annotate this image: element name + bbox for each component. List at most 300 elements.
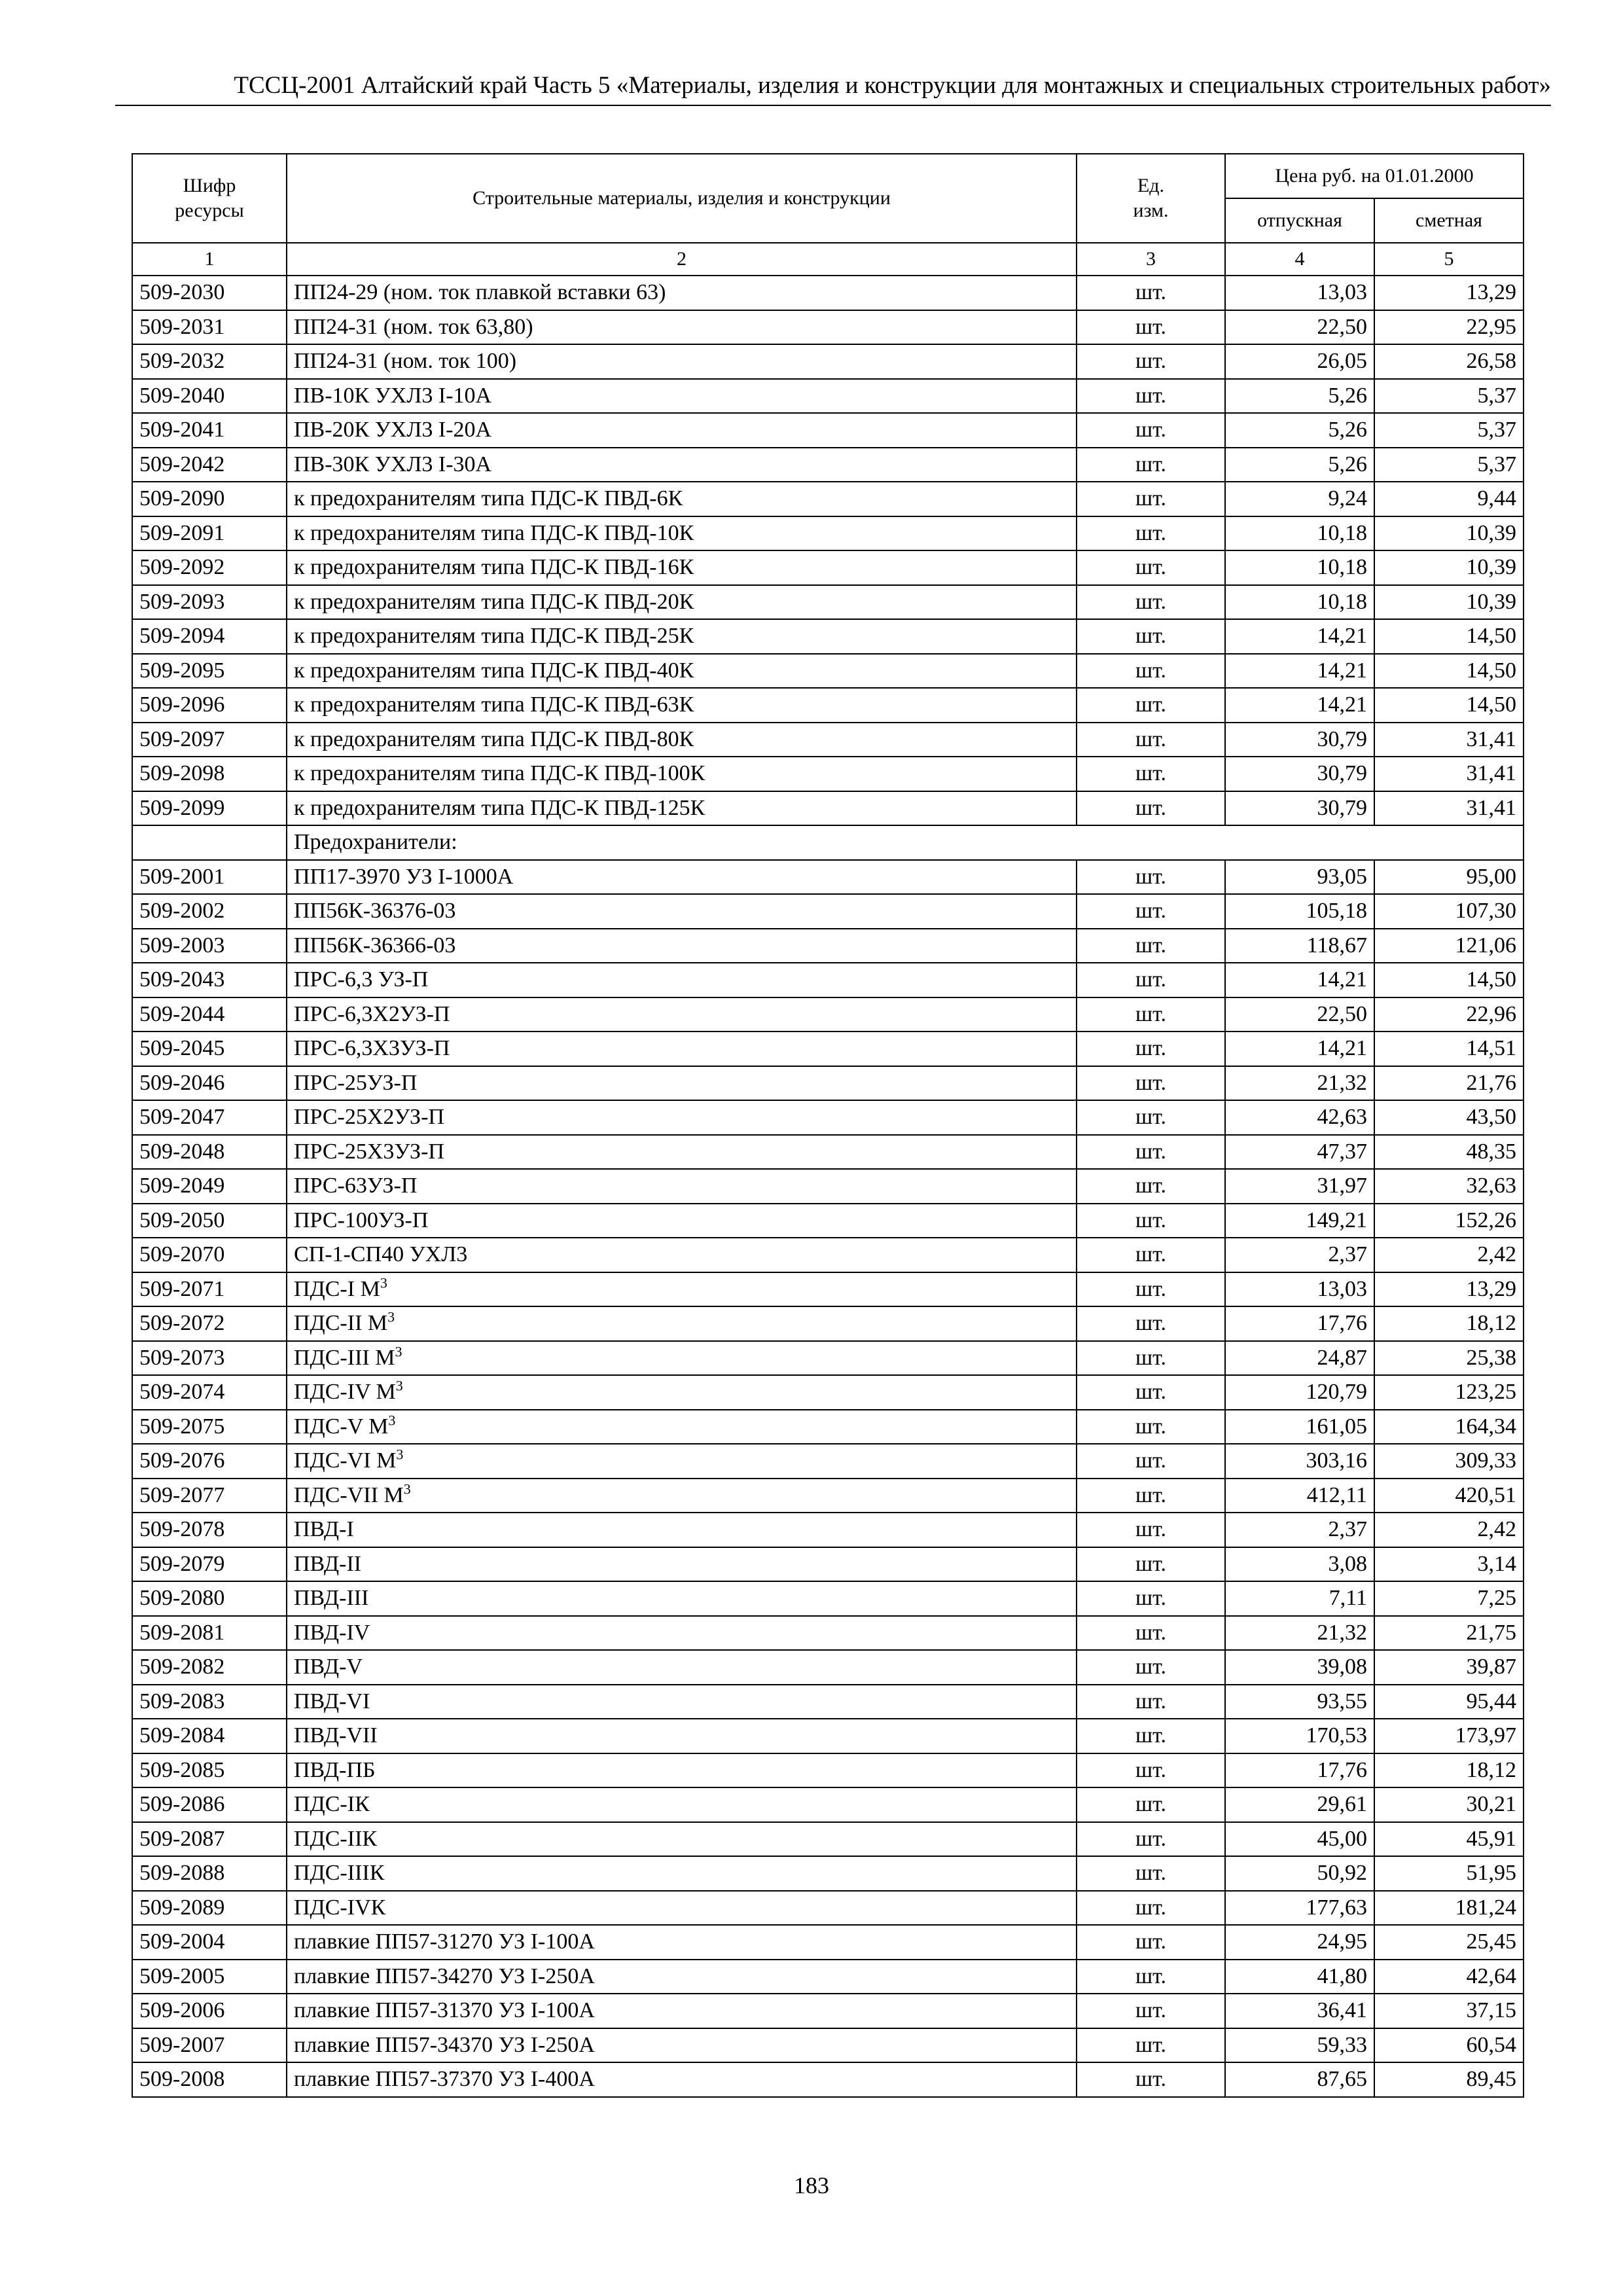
material-name: ПРС-63УЗ-П <box>287 1169 1077 1204</box>
unit-of-measure: шт. <box>1077 2028 1225 2063</box>
table-row <box>132 482 1524 516</box>
material-name: ПДС-IVК <box>287 1891 1077 1926</box>
estimate-price: 89,45 <box>1374 2062 1524 2097</box>
unit-of-measure: шт. <box>1077 1513 1225 1547</box>
estimate-price: 13,29 <box>1374 1272 1524 1307</box>
resource-code: 509-2001 <box>132 860 287 895</box>
material-name: плавкие ПП57-34270 УЗ I-250А <box>287 1960 1077 1994</box>
unit-of-measure: шт. <box>1077 1375 1225 1410</box>
material-name: ПВ-10К УХЛ3 I-10А <box>287 379 1077 414</box>
material-name: ПВД-ПБ <box>287 1753 1077 1788</box>
table-body <box>132 276 1524 2097</box>
material-name: ПРС-6,3Х2УЗ-П <box>287 997 1077 1032</box>
wholesale-price: 29,61 <box>1225 1787 1374 1822</box>
material-name-text: ПДС-IV М <box>294 1380 396 1405</box>
unit-of-measure: шт. <box>1077 413 1225 448</box>
estimate-price: 25,45 <box>1374 1925 1524 1960</box>
estimate-price: 13,29 <box>1374 276 1524 310</box>
unit-of-measure: шт. <box>1077 963 1225 997</box>
wholesale-price: 17,76 <box>1225 1753 1374 1788</box>
material-name: к предохранителям типа ПДС-К ПВД-25К <box>287 619 1077 654</box>
unit-of-measure: шт. <box>1077 1410 1225 1444</box>
material-name: ПДС-IIК <box>287 1822 1077 1857</box>
material-name: ПРС-6,3Х3УЗ-П <box>287 1031 1077 1066</box>
estimate-price: 9,44 <box>1374 482 1524 516</box>
estimate-price: 7,25 <box>1374 1581 1524 1616</box>
wholesale-price: 13,03 <box>1225 276 1374 310</box>
table-row <box>132 1891 1524 1926</box>
material-name: ПДС-IК <box>287 1787 1077 1822</box>
superscript: 3 <box>395 1377 403 1394</box>
material-name-text: ПДС-VI М <box>294 1448 397 1473</box>
table-row <box>132 1719 1524 1753</box>
estimate-price: 2,42 <box>1374 1238 1524 1272</box>
material-name: к предохранителям типа ПДС-К ПВД-16К <box>287 550 1077 585</box>
material-name: СП-1-СП40 УХЛ3 <box>287 1238 1077 1272</box>
unit-of-measure: шт. <box>1077 1925 1225 1960</box>
wholesale-price: 13,03 <box>1225 1272 1374 1307</box>
estimate-price: 14,50 <box>1374 688 1524 723</box>
wholesale-price: 14,21 <box>1225 619 1374 654</box>
running-header: ТССЦ-2001 Алтайский край Часть 5 «Материалы, изделия и конструкции для монтажных и специальных строительных работ» <box>234 72 1551 99</box>
header-estimate: сметная <box>1374 198 1524 243</box>
table-row <box>132 1925 1524 1960</box>
unit-of-measure: шт. <box>1077 757 1225 791</box>
resource-code: 509-2081 <box>132 1616 287 1651</box>
resource-code: 509-2098 <box>132 757 287 791</box>
wholesale-price: 93,55 <box>1225 1685 1374 1719</box>
column-number: 2 <box>287 243 1077 276</box>
resource-code: 509-2049 <box>132 1169 287 1204</box>
estimate-price: 164,34 <box>1374 1410 1524 1444</box>
resource-code: 509-2086 <box>132 1787 287 1822</box>
material-name: ПВД-I <box>287 1513 1077 1547</box>
section-label: Предохранители: <box>287 825 1524 860</box>
resource-code: 509-2032 <box>132 344 287 379</box>
wholesale-price: 93,05 <box>1225 860 1374 895</box>
material-name: ПРС-25Х3УЗ-П <box>287 1135 1077 1170</box>
estimate-price: 14,50 <box>1374 619 1524 654</box>
estimate-price: 95,44 <box>1374 1685 1524 1719</box>
material-name-text: ПДС-III М <box>294 1345 395 1370</box>
unit-of-measure: шт. <box>1077 1753 1225 1788</box>
table-row <box>132 1410 1524 1444</box>
unit-of-measure: шт. <box>1077 1238 1225 1272</box>
material-name <box>287 1375 1077 1410</box>
estimate-price: 5,37 <box>1374 413 1524 448</box>
material-name: плавкие ПП57-34370 УЗ I-250А <box>287 2028 1077 2063</box>
resource-code: 509-2045 <box>132 1031 287 1066</box>
table-row <box>132 1169 1524 1204</box>
unit-of-measure: шт. <box>1077 894 1225 929</box>
table-row <box>132 1479 1524 1513</box>
estimate-price: 42,64 <box>1374 1960 1524 1994</box>
resource-code: 509-2094 <box>132 619 287 654</box>
material-name-text: ПДС-II М <box>294 1311 388 1336</box>
table-row <box>132 1031 1524 1066</box>
resource-code: 509-2031 <box>132 310 287 345</box>
table-row <box>132 723 1524 757</box>
header-code: Шифр ресурсы <box>132 154 287 243</box>
wholesale-price: 24,87 <box>1225 1341 1374 1376</box>
unit-of-measure: шт. <box>1077 1272 1225 1307</box>
estimate-price: 31,41 <box>1374 723 1524 757</box>
wholesale-price: 39,08 <box>1225 1650 1374 1685</box>
table-row <box>132 310 1524 345</box>
estimate-price: 25,38 <box>1374 1341 1524 1376</box>
table-row <box>132 1822 1524 1857</box>
resource-code: 509-2083 <box>132 1685 287 1719</box>
table-row <box>132 1856 1524 1891</box>
table-row <box>132 1513 1524 1547</box>
wholesale-price: 10,18 <box>1225 550 1374 585</box>
estimate-price: 32,63 <box>1374 1169 1524 1204</box>
unit-of-measure: шт. <box>1077 1135 1225 1170</box>
resource-code: 509-2088 <box>132 1856 287 1891</box>
resource-code: 509-2090 <box>132 482 287 516</box>
table-row <box>132 1685 1524 1719</box>
wholesale-price: 22,50 <box>1225 997 1374 1032</box>
material-name <box>287 1410 1077 1444</box>
material-name: к предохранителям типа ПДС-К ПВД-6К <box>287 482 1077 516</box>
estimate-price: 39,87 <box>1374 1650 1524 1685</box>
unit-of-measure: шт. <box>1077 1960 1225 1994</box>
wholesale-price: 161,05 <box>1225 1410 1374 1444</box>
unit-of-measure: шт. <box>1077 723 1225 757</box>
material-name: плавкие ПП57-37370 УЗ I-400А <box>287 2062 1077 2097</box>
wholesale-price: 2,37 <box>1225 1513 1374 1547</box>
estimate-price: 22,95 <box>1374 310 1524 345</box>
resource-code: 509-2093 <box>132 585 287 620</box>
resource-code: 509-2077 <box>132 1479 287 1513</box>
material-name: ПРС-25УЗ-П <box>287 1066 1077 1101</box>
material-name <box>287 1444 1077 1479</box>
resource-code: 509-2084 <box>132 1719 287 1753</box>
column-number: 4 <box>1225 243 1374 276</box>
table-row <box>132 448 1524 482</box>
estimate-price: 181,24 <box>1374 1891 1524 1926</box>
table-row <box>132 894 1524 929</box>
table-row <box>132 1341 1524 1376</box>
wholesale-price: 59,33 <box>1225 2028 1374 2063</box>
table-row <box>132 276 1524 310</box>
table-row <box>132 1581 1524 1616</box>
table-row <box>132 1272 1524 1307</box>
material-name: ПРС-100УЗ-П <box>287 1204 1077 1238</box>
table-row <box>132 791 1524 826</box>
table-row <box>132 1753 1524 1788</box>
price-table <box>132 153 1524 2098</box>
table-row <box>132 654 1524 689</box>
material-name: ПВ-30К УХЛ3 I-30А <box>287 448 1077 482</box>
table-row <box>132 688 1524 723</box>
wholesale-price: 10,18 <box>1225 585 1374 620</box>
superscript: 3 <box>403 1480 411 1498</box>
wholesale-price: 30,79 <box>1225 723 1374 757</box>
material-name: ПВД-III <box>287 1581 1077 1616</box>
unit-of-measure: шт. <box>1077 516 1225 551</box>
unit-of-measure: шт. <box>1077 585 1225 620</box>
unit-of-measure: шт. <box>1077 1581 1225 1616</box>
column-number-row <box>132 243 1524 276</box>
estimate-price: 2,42 <box>1374 1513 1524 1547</box>
unit-of-measure: шт. <box>1077 860 1225 895</box>
unit-of-measure: шт. <box>1077 1891 1225 1926</box>
wholesale-price: 3,08 <box>1225 1547 1374 1582</box>
unit-of-measure: шт. <box>1077 1650 1225 1685</box>
resource-code: 509-2003 <box>132 929 287 963</box>
header-name: Строительные материалы, изделия и конструкции <box>287 154 1077 243</box>
unit-of-measure: шт. <box>1077 344 1225 379</box>
resource-code: 509-2004 <box>132 1925 287 1960</box>
material-name: ПВД-II <box>287 1547 1077 1582</box>
section-spacer <box>132 825 287 860</box>
estimate-price: 31,41 <box>1374 757 1524 791</box>
estimate-price: 309,33 <box>1374 1444 1524 1479</box>
material-name <box>287 1272 1077 1307</box>
table-row <box>132 1135 1524 1170</box>
unit-of-measure: шт. <box>1077 482 1225 516</box>
material-name-text: ПДС-VII М <box>294 1482 404 1507</box>
table-row <box>132 619 1524 654</box>
estimate-price: 60,54 <box>1374 2028 1524 2063</box>
resource-code: 509-2043 <box>132 963 287 997</box>
superscript: 3 <box>387 1308 395 1325</box>
table-row <box>132 963 1524 997</box>
resource-code: 509-2042 <box>132 448 287 482</box>
resource-code: 509-2085 <box>132 1753 287 1788</box>
material-name-text: ПДС-I М <box>294 1276 380 1301</box>
table-row <box>132 1444 1524 1479</box>
superscript: 3 <box>396 1446 404 1463</box>
resource-code: 509-2082 <box>132 1650 287 1685</box>
estimate-price: 123,25 <box>1374 1375 1524 1410</box>
table-row <box>132 929 1524 963</box>
table-row <box>132 1994 1524 2028</box>
table-row <box>132 1375 1524 1410</box>
unit-of-measure: шт. <box>1077 929 1225 963</box>
wholesale-price: 14,21 <box>1225 963 1374 997</box>
resource-code: 509-2099 <box>132 791 287 826</box>
material-name <box>287 1341 1077 1376</box>
table-row <box>132 1960 1524 1994</box>
material-name: ПП24-29 (ном. ток плавкой вставки 63) <box>287 276 1077 310</box>
unit-of-measure: шт. <box>1077 2062 1225 2097</box>
material-name: к предохранителям типа ПДС-К ПВД-10К <box>287 516 1077 551</box>
unit-of-measure: шт. <box>1077 1100 1225 1135</box>
unit-of-measure: шт. <box>1077 1306 1225 1341</box>
table-row <box>132 413 1524 448</box>
table-row <box>132 2028 1524 2063</box>
resource-code: 509-2005 <box>132 1960 287 1994</box>
wholesale-price: 14,21 <box>1225 1031 1374 1066</box>
unit-of-measure: шт. <box>1077 1479 1225 1513</box>
wholesale-price: 105,18 <box>1225 894 1374 929</box>
resource-code: 509-2079 <box>132 1547 287 1582</box>
estimate-price: 121,06 <box>1374 929 1524 963</box>
superscript: 3 <box>388 1412 396 1429</box>
wholesale-price: 21,32 <box>1225 1066 1374 1101</box>
estimate-price: 45,91 <box>1374 1822 1524 1857</box>
wholesale-price: 45,00 <box>1225 1822 1374 1857</box>
header-wholesale: отпускная <box>1225 198 1374 243</box>
resource-code: 509-2075 <box>132 1410 287 1444</box>
material-name: ПВ-20К УХЛ3 I-20А <box>287 413 1077 448</box>
unit-of-measure: шт. <box>1077 1719 1225 1753</box>
unit-of-measure: шт. <box>1077 448 1225 482</box>
material-name-text: ПДС-V М <box>294 1414 389 1439</box>
table-row <box>132 1650 1524 1685</box>
material-name: ПП56К-36366-03 <box>287 929 1077 963</box>
material-name: ПП56К-36376-03 <box>287 894 1077 929</box>
page-number: 183 <box>794 2172 829 2198</box>
resource-code: 509-2046 <box>132 1066 287 1101</box>
table-row <box>132 1100 1524 1135</box>
resource-code: 509-2030 <box>132 276 287 310</box>
wholesale-price: 50,92 <box>1225 1856 1374 1891</box>
table-row <box>132 344 1524 379</box>
estimate-price: 420,51 <box>1374 1479 1524 1513</box>
header-price-group: Цена руб. на 01.01.2000 <box>1225 154 1524 198</box>
table-row <box>132 516 1524 551</box>
material-name: ПВД-V <box>287 1650 1077 1685</box>
resource-code: 509-2073 <box>132 1341 287 1376</box>
resource-code: 509-2007 <box>132 2028 287 2063</box>
resource-code: 509-2095 <box>132 654 287 689</box>
resource-code: 509-2006 <box>132 1994 287 2028</box>
resource-code: 509-2089 <box>132 1891 287 1926</box>
unit-of-measure: шт. <box>1077 997 1225 1032</box>
resource-code: 509-2072 <box>132 1306 287 1341</box>
wholesale-price: 30,79 <box>1225 791 1374 826</box>
wholesale-price: 5,26 <box>1225 379 1374 414</box>
resource-code: 509-2091 <box>132 516 287 551</box>
table-row <box>132 1066 1524 1101</box>
estimate-price: 21,75 <box>1374 1616 1524 1651</box>
column-number: 1 <box>132 243 287 276</box>
table-row <box>132 1306 1524 1341</box>
estimate-price: 21,76 <box>1374 1066 1524 1101</box>
estimate-price: 10,39 <box>1374 550 1524 585</box>
unit-of-measure: шт. <box>1077 1031 1225 1066</box>
table-header <box>132 154 1524 243</box>
wholesale-price: 5,26 <box>1225 413 1374 448</box>
wholesale-price: 22,50 <box>1225 310 1374 345</box>
estimate-price: 14,51 <box>1374 1031 1524 1066</box>
resource-code: 509-2041 <box>132 413 287 448</box>
wholesale-price: 412,11 <box>1225 1479 1374 1513</box>
material-name <box>287 1479 1077 1513</box>
material-name: ПП24-31 (ном. ток 100) <box>287 344 1077 379</box>
material-name: ПВД-IV <box>287 1616 1077 1651</box>
superscript: 3 <box>395 1343 402 1360</box>
wholesale-price: 177,63 <box>1225 1891 1374 1926</box>
resource-code: 509-2071 <box>132 1272 287 1307</box>
material-name: к предохранителям типа ПДС-К ПВД-40К <box>287 654 1077 689</box>
resource-code: 509-2096 <box>132 688 287 723</box>
table-row <box>132 550 1524 585</box>
resource-code: 509-2040 <box>132 379 287 414</box>
resource-code: 509-2097 <box>132 723 287 757</box>
material-name: к предохранителям типа ПДС-К ПВД-100К <box>287 757 1077 791</box>
wholesale-price: 41,80 <box>1225 1960 1374 1994</box>
estimate-price: 14,50 <box>1374 963 1524 997</box>
unit-of-measure: шт. <box>1077 1856 1225 1891</box>
estimate-price: 26,58 <box>1374 344 1524 379</box>
material-name: ПВД-VII <box>287 1719 1077 1753</box>
table-row <box>132 1787 1524 1822</box>
resource-code: 509-2076 <box>132 1444 287 1479</box>
resource-code: 509-2050 <box>132 1204 287 1238</box>
material-name: ПДС-IIIК <box>287 1856 1077 1891</box>
unit-of-measure: шт. <box>1077 1685 1225 1719</box>
resource-code: 509-2047 <box>132 1100 287 1135</box>
material-name: плавкие ПП57-31370 УЗ I-100А <box>287 1994 1077 2028</box>
table-row <box>132 1238 1524 1272</box>
material-name: ПП24-31 (ном. ток 63,80) <box>287 310 1077 345</box>
resource-code: 509-2044 <box>132 997 287 1032</box>
unit-of-measure: шт. <box>1077 1444 1225 1479</box>
column-number: 5 <box>1374 243 1524 276</box>
table-row <box>132 585 1524 620</box>
estimate-price: 22,96 <box>1374 997 1524 1032</box>
wholesale-price: 14,21 <box>1225 654 1374 689</box>
table-row <box>132 1204 1524 1238</box>
table-row <box>132 379 1524 414</box>
wholesale-price: 303,16 <box>1225 1444 1374 1479</box>
resource-code: 509-2074 <box>132 1375 287 1410</box>
wholesale-price: 120,79 <box>1225 1375 1374 1410</box>
estimate-price: 107,30 <box>1374 894 1524 929</box>
unit-of-measure: шт. <box>1077 550 1225 585</box>
superscript: 3 <box>380 1274 387 1291</box>
estimate-price: 37,15 <box>1374 1994 1524 2028</box>
resource-code: 509-2087 <box>132 1822 287 1857</box>
material-name: ПП17-3970 УЗ I-1000А <box>287 860 1077 895</box>
wholesale-price: 26,05 <box>1225 344 1374 379</box>
unit-of-measure: шт. <box>1077 310 1225 345</box>
estimate-price: 30,21 <box>1374 1787 1524 1822</box>
material-name <box>287 1306 1077 1341</box>
resource-code: 509-2048 <box>132 1135 287 1170</box>
wholesale-price: 21,32 <box>1225 1616 1374 1651</box>
unit-of-measure: шт. <box>1077 1066 1225 1101</box>
unit-of-measure: шт. <box>1077 1994 1225 2028</box>
wholesale-price: 31,97 <box>1225 1169 1374 1204</box>
material-name: к предохранителям типа ПДС-К ПВД-20К <box>287 585 1077 620</box>
wholesale-price: 42,63 <box>1225 1100 1374 1135</box>
material-name: к предохранителям типа ПДС-К ПВД-125К <box>287 791 1077 826</box>
unit-of-measure: шт. <box>1077 379 1225 414</box>
wholesale-price: 118,67 <box>1225 929 1374 963</box>
resource-code: 509-2002 <box>132 894 287 929</box>
wholesale-price: 149,21 <box>1225 1204 1374 1238</box>
wholesale-price: 5,26 <box>1225 448 1374 482</box>
table-row <box>132 997 1524 1032</box>
estimate-price: 152,26 <box>1374 1204 1524 1238</box>
estimate-price: 10,39 <box>1374 516 1524 551</box>
unit-of-measure: шт. <box>1077 619 1225 654</box>
material-name: к предохранителям типа ПДС-К ПВД-80К <box>287 723 1077 757</box>
estimate-price: 14,50 <box>1374 654 1524 689</box>
estimate-price: 173,97 <box>1374 1719 1524 1753</box>
estimate-price: 31,41 <box>1374 791 1524 826</box>
resource-code: 509-2092 <box>132 550 287 585</box>
wholesale-price: 30,79 <box>1225 757 1374 791</box>
wholesale-price: 17,76 <box>1225 1306 1374 1341</box>
table-row <box>132 1547 1524 1582</box>
unit-of-measure: шт. <box>1077 1169 1225 1204</box>
